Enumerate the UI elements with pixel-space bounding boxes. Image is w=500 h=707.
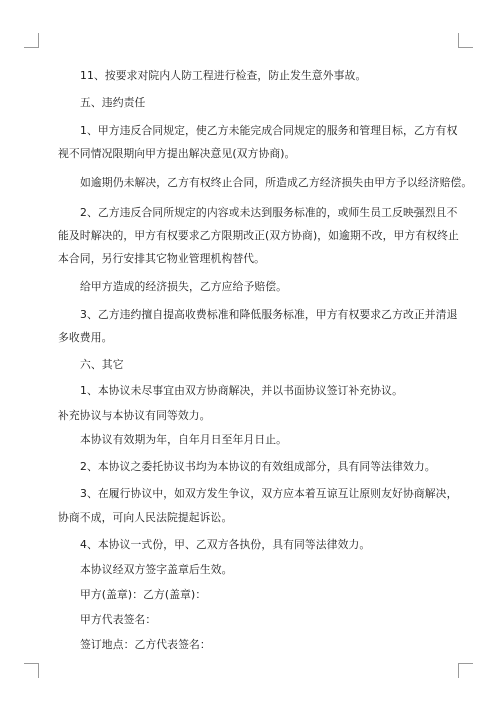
crop-mark-bottom-left	[24, 663, 39, 678]
crop-mark-bottom-right	[458, 663, 473, 678]
crop-mark-top-right	[458, 33, 473, 48]
signature-line-seals: 甲方(盖章)：乙方(盖章)：	[80, 588, 207, 601]
paragraph: 本协议有效期为年，自年月日至年月日止。	[80, 433, 288, 446]
paragraph: 本协议经双方签字盖章后生效。	[80, 563, 233, 576]
paragraph: 1、甲方违反合同规定，使乙方未能完成合同规定的服务和管理目标，乙方有权	[80, 124, 458, 137]
paragraph: 4、本协议一式份，甲、乙双方各执份，具有同等法律效力。	[80, 538, 371, 551]
paragraph: 2、乙方违反合同所规定的内容或未达到服务标准的，或师生员工反映强烈且不	[80, 206, 458, 219]
paragraph: 如逾期仍未解决，乙方有权终止合同，所造成乙方经济损失由甲方予以经济赔偿。	[80, 176, 473, 189]
paragraph: 3、乙方违约擅自提高收费标准和降低服务标准，甲方有权要求乙方改正并清退	[80, 308, 458, 321]
paragraph-continuation: 协商不成，可向人民法院提起诉讼。	[58, 511, 233, 524]
paragraph: 1、本协议未尽事宜由双方协商解决，并以书面协议签订补充协议。	[80, 384, 403, 397]
paragraph-continuation: 视不同情况限期向甲方提出解决意见(双方协商)。	[58, 147, 296, 160]
signature-line-party-a: 甲方代表签名：	[80, 613, 157, 626]
paragraph: 11、按要求对院内人防工程进行检查，防止发生意外事故。	[80, 69, 367, 82]
paragraph: 给甲方造成的经济损失，乙方应给予赔偿。	[80, 280, 288, 293]
paragraph: 补充协议与本协议有同等效力。	[58, 409, 211, 422]
crop-mark-top-left	[24, 33, 39, 48]
paragraph-continuation: 本合同，另行安排其它物业管理机构替代。	[58, 252, 266, 265]
signature-line-place: 签订地点：乙方代表签名：	[80, 638, 211, 651]
paragraph: 3、在履行协议中，如双方发生争议，双方应本着互谅互让原则友好协商解决，	[80, 487, 458, 500]
section-heading-breach: 五、违约责任	[80, 96, 146, 109]
paragraph-continuation: 能及时解决的，甲方有权要求乙方限期改正(双方协商)，如逾期不改，甲方有权终止	[58, 229, 459, 242]
section-heading-other: 六、其它	[80, 358, 124, 371]
paragraph: 2、本协议之委托协议书均为本协议的有效组成部分，具有同等法律效力。	[80, 460, 436, 473]
paragraph-continuation: 多收费用。	[58, 331, 113, 344]
